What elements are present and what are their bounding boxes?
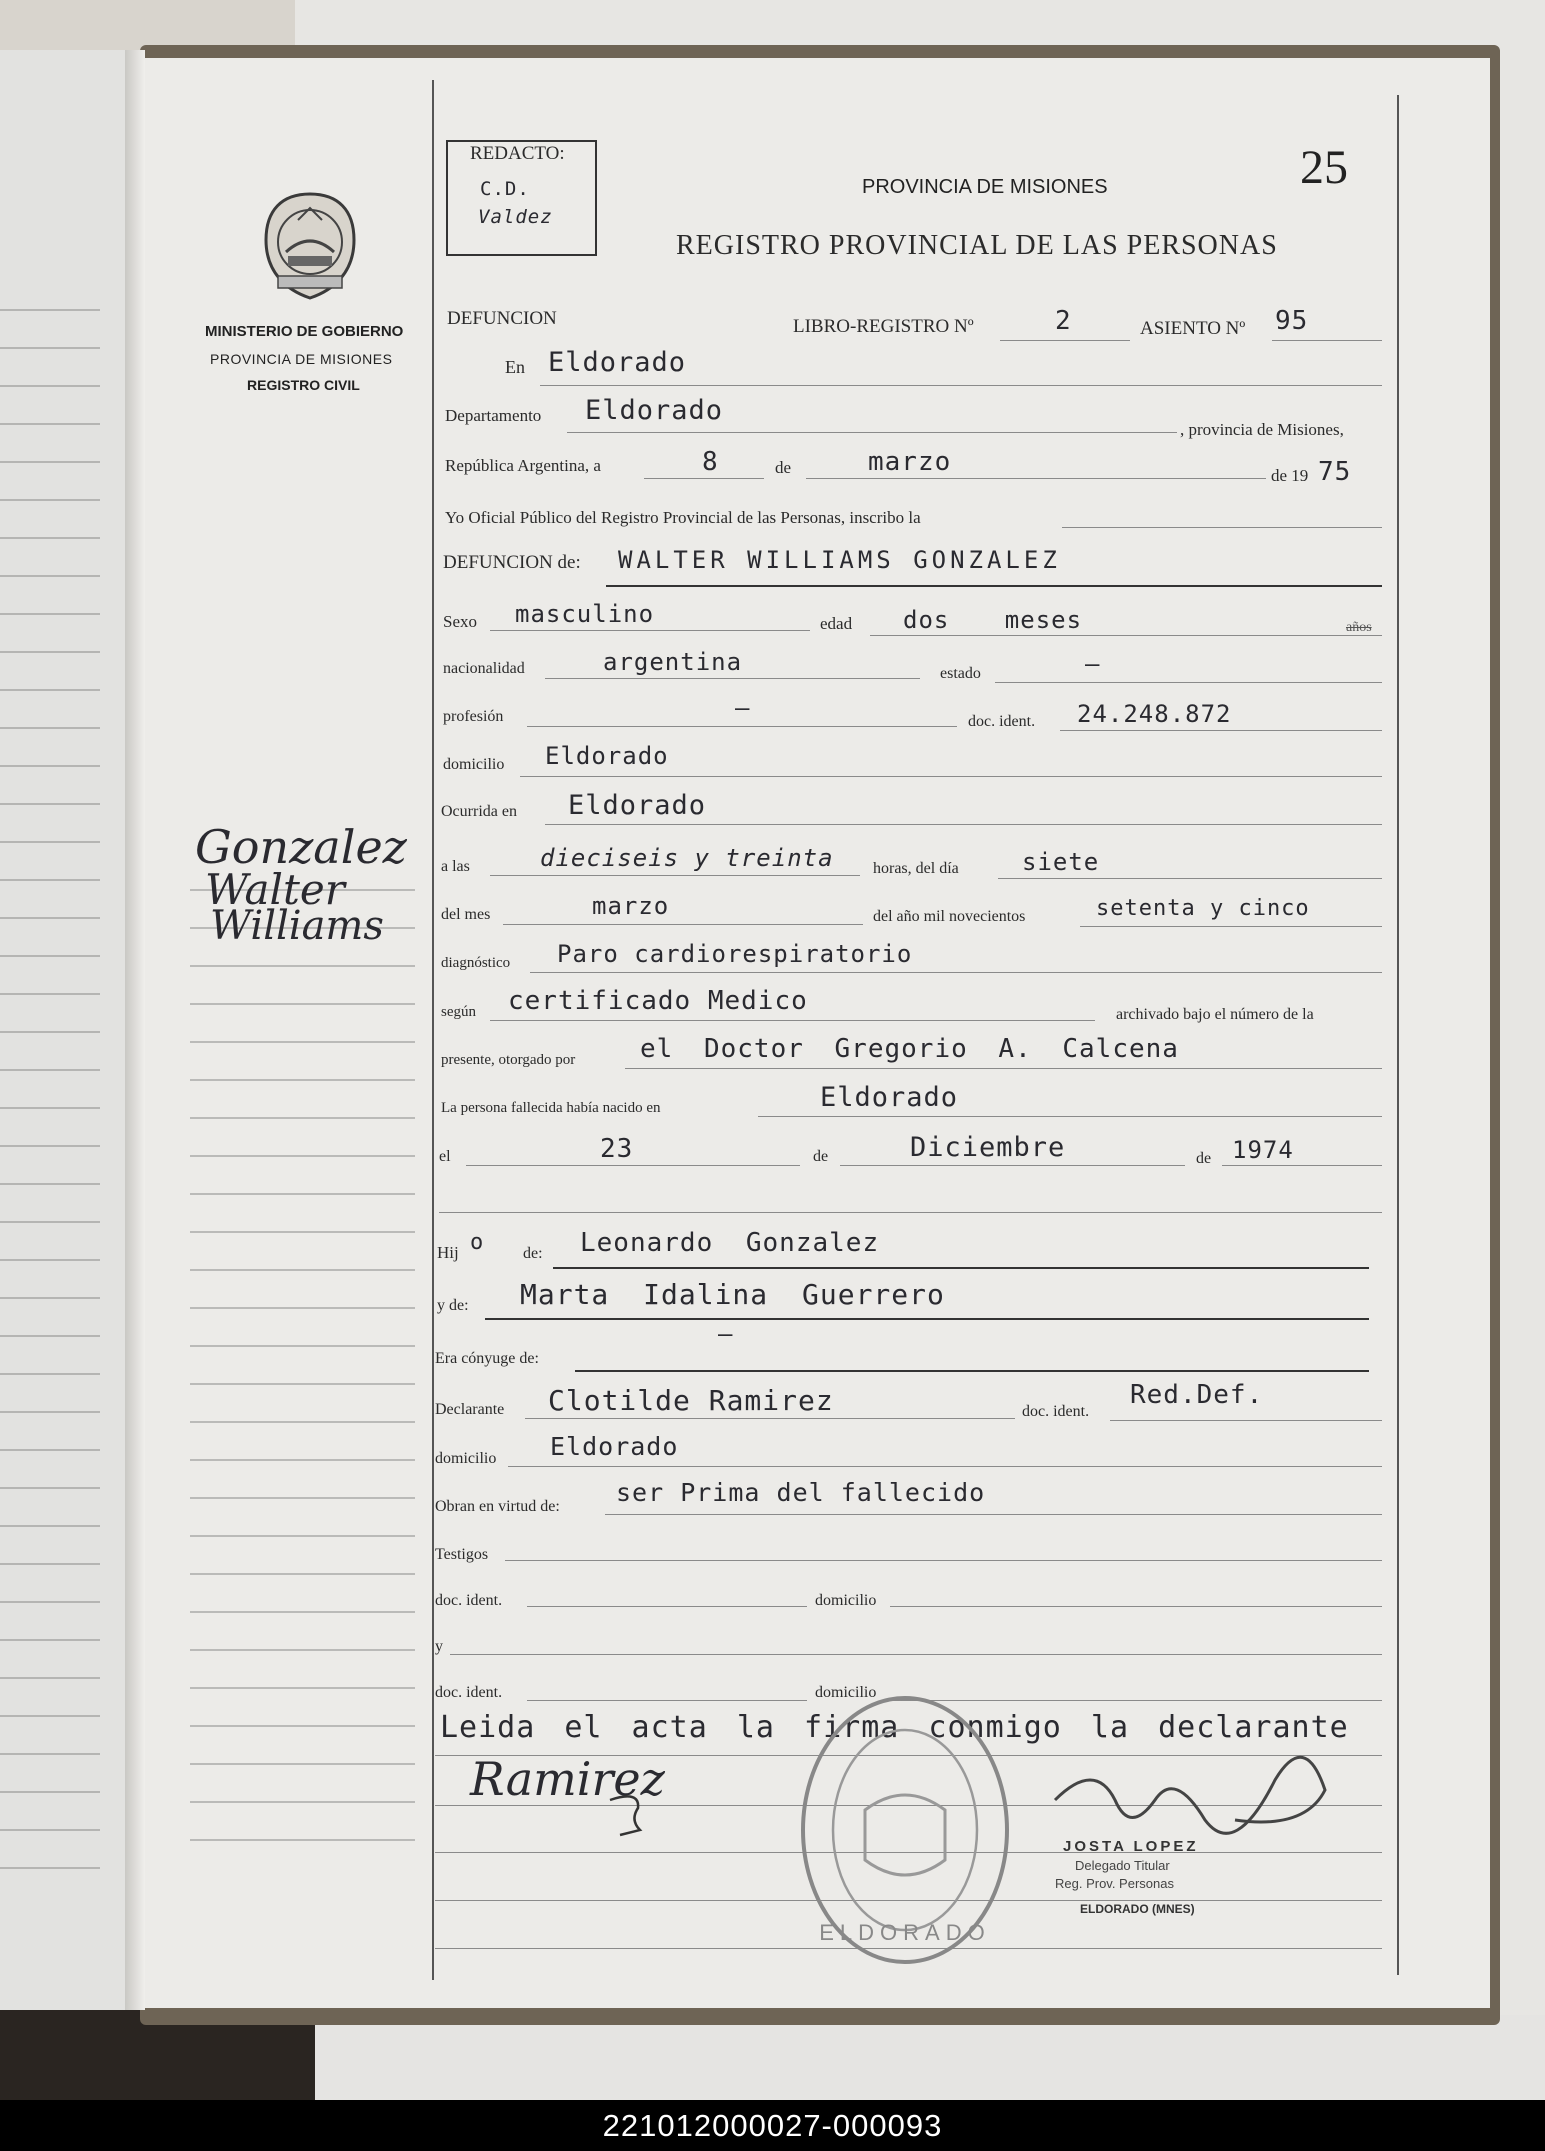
de-19-label: de 19 bbox=[1271, 466, 1309, 485]
sexo-value: masculino bbox=[515, 600, 655, 628]
presente-line bbox=[625, 1068, 1382, 1069]
padre-value: Leonardo Gonzalez bbox=[580, 1228, 880, 1258]
declarante-value: Clotilde Ramirez bbox=[548, 1384, 834, 1417]
ocurrida-line bbox=[545, 824, 1382, 825]
margin-note-line3: Williams bbox=[210, 903, 384, 949]
hijo-label: Hij bbox=[437, 1243, 459, 1262]
sexo-label: Sexo bbox=[443, 612, 477, 631]
libro-value: 2 bbox=[1055, 306, 1072, 336]
margin-note-line2: Walter bbox=[205, 865, 345, 914]
del-mes-value: marzo bbox=[592, 892, 670, 920]
ocurrida-value: Eldorado bbox=[568, 790, 707, 821]
departamento-label: Departamento bbox=[445, 406, 542, 425]
declarant-signature-flourish bbox=[600, 1790, 660, 1840]
dia-value: 8 bbox=[702, 447, 719, 477]
doc-line bbox=[1060, 730, 1382, 731]
t-doc-line bbox=[527, 1606, 807, 1607]
mes-value: marzo bbox=[868, 447, 952, 477]
oficial-line bbox=[1062, 527, 1382, 528]
presente-value: el Doctor Gregorio A. Calcena bbox=[640, 1034, 1179, 1064]
y-de-label: y de: bbox=[437, 1297, 469, 1314]
t-doc-label: doc. ident. bbox=[435, 1592, 503, 1609]
declarante-label: Declarante bbox=[435, 1401, 505, 1418]
redacto-line1: C.D. bbox=[480, 178, 530, 200]
testigos-line bbox=[505, 1560, 1382, 1561]
asiento-value: 95 bbox=[1275, 306, 1309, 336]
doc-ident-label: doc. ident. bbox=[968, 713, 1036, 730]
hijo-suffix: o bbox=[470, 1230, 485, 1255]
en-value: Eldorado bbox=[548, 347, 687, 378]
libro-line bbox=[1000, 340, 1130, 341]
estado-line bbox=[995, 682, 1382, 683]
del-mes-line bbox=[503, 924, 863, 925]
madre-value: Marta Idalina Guerrero bbox=[520, 1278, 945, 1311]
nac-mes-line bbox=[840, 1165, 1185, 1166]
sexo-line bbox=[490, 630, 810, 631]
dia-line bbox=[644, 478, 764, 479]
form-right-rule bbox=[1397, 95, 1399, 1975]
blank-line-1 bbox=[439, 1212, 1382, 1213]
doc-value: 24.248.872 bbox=[1077, 700, 1232, 728]
nacido-label: La persona fallecida había nacido en bbox=[441, 1100, 661, 1116]
profesion-line bbox=[527, 726, 957, 727]
declarante-doc-label: doc. ident. bbox=[1022, 1403, 1090, 1420]
estado-label: estado bbox=[940, 665, 981, 682]
official-seal-icon bbox=[795, 1690, 1015, 1970]
page-number: 25 bbox=[1300, 141, 1348, 194]
conyuge-label: Era cónyuge de: bbox=[435, 1350, 539, 1367]
defuncion-title: DEFUNCION bbox=[447, 308, 557, 329]
nombre-line bbox=[606, 585, 1382, 587]
t-domicilio-line bbox=[890, 1606, 1382, 1607]
stamp-role: Delegado Titular bbox=[1075, 1858, 1170, 1873]
provincia-suffix: , provincia de Misiones, bbox=[1180, 420, 1344, 439]
dia-texto-line bbox=[998, 878, 1382, 879]
stamp-location: ELDORADO (MNES) bbox=[1080, 1902, 1195, 1916]
anio-texto-value: setenta y cinco bbox=[1096, 896, 1310, 921]
anos-struck: años bbox=[1346, 620, 1372, 635]
segun-label: según bbox=[441, 1004, 476, 1020]
defuncion-de-label: DEFUNCION de: bbox=[443, 552, 581, 573]
nac-de-label: de bbox=[813, 1148, 829, 1165]
en-line bbox=[540, 385, 1382, 386]
nac-de2-label: de bbox=[1196, 1150, 1212, 1167]
el-label: el bbox=[439, 1148, 451, 1165]
t2-doc-line bbox=[527, 1700, 807, 1701]
ministry-label: MINISTERIO DE GOBIERNO bbox=[205, 323, 404, 340]
redacto-line2: Valdez bbox=[478, 206, 553, 228]
t-domicilio-label: domicilio bbox=[815, 1592, 877, 1609]
obran-value: ser Prima del fallecido bbox=[616, 1478, 986, 1507]
decl-domicilio-value: Eldorado bbox=[550, 1432, 679, 1461]
de-label: de bbox=[775, 458, 792, 477]
decl-domicilio-line bbox=[508, 1466, 1382, 1467]
misiones-crest-icon bbox=[258, 190, 362, 302]
anio-value: 75 bbox=[1318, 457, 1352, 487]
hora-line bbox=[490, 875, 860, 876]
libro-label: LIBRO-REGISTRO Nº bbox=[793, 316, 974, 337]
profesion-label: profesión bbox=[443, 708, 504, 725]
nac-anio-value: 1974 bbox=[1232, 1136, 1294, 1164]
mes-line bbox=[806, 478, 1266, 479]
presente-label: presente, otorgado por bbox=[441, 1052, 576, 1068]
registry-heading: REGISTRO PROVINCIAL DE LAS PERSONAS bbox=[676, 230, 1278, 261]
nac-dia-line bbox=[466, 1165, 800, 1166]
republica-label: República Argentina, a bbox=[445, 456, 601, 475]
scan-bg-right bbox=[1500, 0, 1545, 2100]
en-label: En bbox=[505, 357, 525, 377]
archivado-label: archivado bajo el número de la bbox=[1116, 1006, 1314, 1023]
obran-line bbox=[605, 1514, 1382, 1515]
form-left-rule bbox=[432, 80, 434, 1980]
province-heading: PROVINCIA DE MISIONES bbox=[862, 176, 1108, 198]
declarante-line bbox=[525, 1418, 1015, 1419]
y-label: y bbox=[435, 1638, 443, 1655]
stamp-officer: JOSTA LOPEZ bbox=[1063, 1838, 1199, 1855]
diagnostico-value: Paro cardiorespiratorio bbox=[557, 940, 913, 968]
segun-line bbox=[490, 1020, 1095, 1021]
segun-value: certificado Medico bbox=[508, 986, 808, 1016]
t2-domicilio-label: domicilio bbox=[815, 1684, 877, 1701]
declarante-doc-line bbox=[1110, 1420, 1382, 1421]
nacionalidad-label: nacionalidad bbox=[443, 660, 525, 677]
domicilio-value: Eldorado bbox=[545, 742, 669, 770]
closing-text: Leida el acta la firma conmigo la declarante bbox=[440, 1710, 1349, 1745]
edad-label: edad bbox=[820, 614, 853, 633]
t2-doc-label: doc. ident. bbox=[435, 1684, 503, 1701]
horas-dia-label: horas, del día bbox=[873, 860, 959, 877]
left-page-ledger bbox=[0, 300, 130, 2000]
image-id-bar: 221012000027-000093 bbox=[0, 2100, 1545, 2151]
madre-line bbox=[485, 1318, 1369, 1320]
edad-line bbox=[870, 635, 1382, 636]
nac-mes-value: Diciembre bbox=[910, 1132, 1066, 1163]
asiento-line bbox=[1272, 340, 1382, 341]
margin-ledger bbox=[180, 880, 420, 1980]
domicilio-line bbox=[520, 776, 1382, 777]
nombre-value: WALTER WILLIAMS GONZALEZ bbox=[618, 546, 1061, 574]
anio-texto-line bbox=[1080, 926, 1382, 927]
asiento-label: ASIENTO Nº bbox=[1140, 318, 1246, 339]
domicilio-label: domicilio bbox=[443, 756, 505, 773]
hora-value: dieciseis y treinta bbox=[540, 844, 834, 872]
conyuge-line bbox=[575, 1370, 1369, 1372]
padre-line bbox=[553, 1267, 1369, 1269]
y-line bbox=[450, 1654, 1382, 1655]
del-anio-label: del año mil novecientos bbox=[873, 908, 1026, 925]
nac-dia-value: 23 bbox=[600, 1134, 634, 1164]
dia-texto-value: siete bbox=[1022, 848, 1100, 876]
diagnostico-label: diagnóstico bbox=[441, 955, 511, 971]
civil-registry-label: REGISTRO CIVIL bbox=[247, 377, 360, 393]
margin-note-line1: Gonzalez bbox=[195, 820, 407, 874]
stamp-registry: Reg. Prov. Personas bbox=[1055, 1876, 1174, 1891]
declarant-signature: Ramirez bbox=[470, 1752, 665, 1806]
testigos-label: Testigos bbox=[435, 1546, 489, 1563]
nacido-value: Eldorado bbox=[820, 1082, 959, 1113]
svg-text:ELDORADO: ELDORADO bbox=[819, 1920, 991, 1945]
obran-label: Obran en virtud de: bbox=[435, 1498, 560, 1515]
nacionalidad-value: argentina bbox=[603, 648, 743, 676]
conyuge-value: — bbox=[718, 1320, 734, 1348]
departamento-line bbox=[567, 432, 1177, 433]
profesion-value: — bbox=[735, 694, 751, 722]
del-mes-label: del mes bbox=[441, 906, 491, 923]
ocurrida-label: Ocurrida en bbox=[441, 803, 517, 820]
a-las-label: a las bbox=[441, 858, 470, 875]
nacionalidad-line bbox=[545, 678, 920, 679]
declarante-doc-value: Red.Def. bbox=[1130, 1380, 1264, 1410]
oficial-text: Yo Oficial Público del Registro Provincial de las Personas, inscribo la bbox=[445, 508, 921, 527]
hijo-de-label: de: bbox=[523, 1245, 543, 1262]
estado-value: — bbox=[1085, 650, 1101, 678]
edad-value: dos meses bbox=[903, 606, 1083, 634]
nacido-line bbox=[758, 1116, 1382, 1117]
diagnostico-line bbox=[530, 972, 1382, 973]
nac-anio-line bbox=[1222, 1165, 1382, 1166]
departamento-value: Eldorado bbox=[585, 395, 724, 426]
redacto-label: REDACTO: bbox=[470, 143, 565, 164]
left-province-label: PROVINCIA DE MISIONES bbox=[210, 351, 393, 367]
decl-domicilio-label: domicilio bbox=[435, 1450, 497, 1467]
